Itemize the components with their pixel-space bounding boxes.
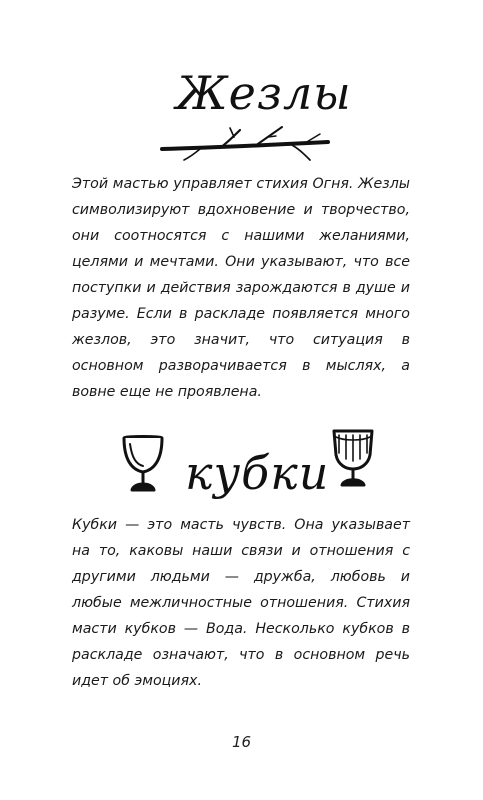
goblet-icon bbox=[330, 425, 376, 491]
goblet-icon bbox=[120, 430, 166, 496]
section-title-cups: кубки bbox=[185, 446, 330, 500]
branch-icon bbox=[160, 124, 330, 164]
section-text-cups: Кубки — это масть чувств. Она указывает на то, каковы наши связи и отношения с другими людьми — дружба, любовь и любые межличностные отношения. Стихия масти кубков — Вода. Несколько кубков в раскладе означают, что в основном речь идет об эмоциях. bbox=[72, 517, 410, 689]
section-text-wands: Этой мастью управляет стихия Огня. Жезлы символизируют вдохновение и творчество, они соотносятся с нашими желаниями, целями и мечтами. Они указывают, что все поступки и действия зарождаются в душе и разуме. Если в раскладе появляется много жезлов, это значит, что ситуация в основном разворачивается в мыслях, а вовне еще не проявлена. bbox=[72, 176, 410, 400]
section-title-wands: Жезлы bbox=[176, 66, 352, 120]
page-number: 16 bbox=[231, 733, 252, 751]
